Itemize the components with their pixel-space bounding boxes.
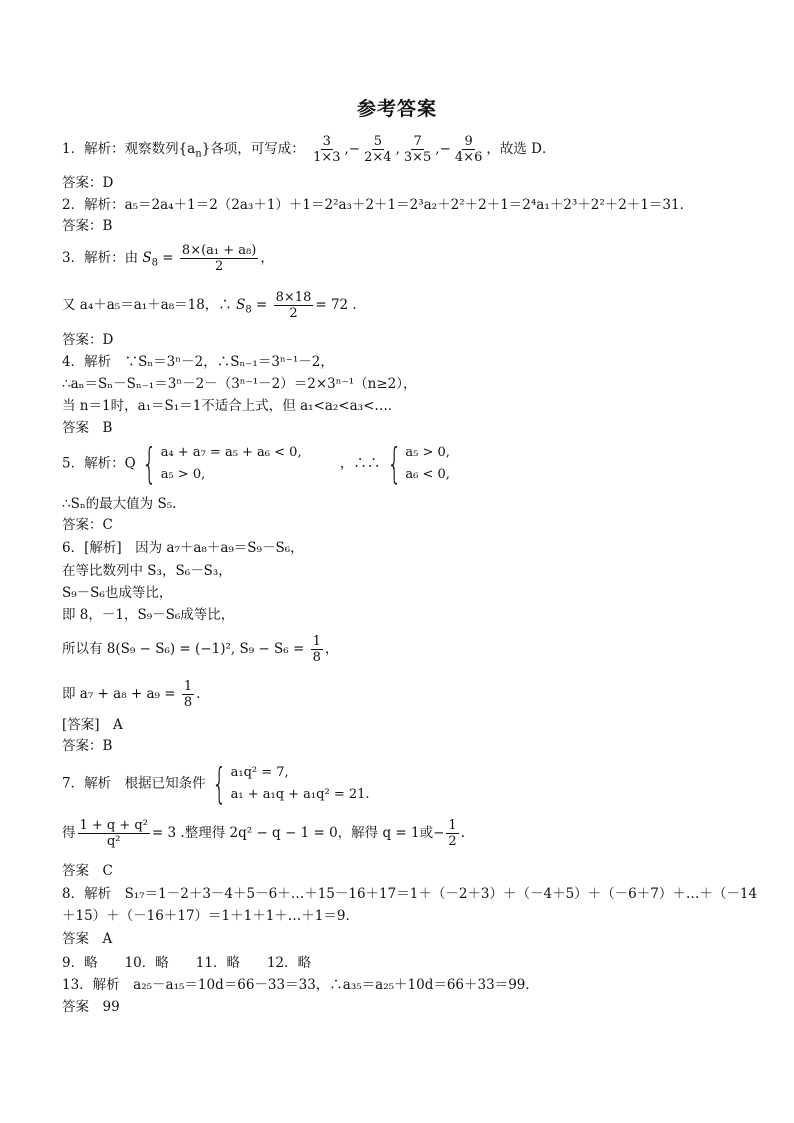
q6-line-3: S₉－S₆也成等比， <box>62 585 173 601</box>
q6f-end: . <box>196 686 201 702</box>
q13-line: 13．解析 a₂₅－a₁₅＝10d＝66－33＝33，∴a₃₅＝a₂₅＋10d＝66＋33＝99． <box>62 977 539 993</box>
q2-line: 2．解析：a₅＝2a₄＋1＝2（2a₃＋1）＋1＝2²a₃＋2＋1＝2³a₂＋2²＋2＋1＝2⁴a₁＋2³＋2²＋2＋1＝31． <box>62 197 694 213</box>
q3b-line: 又 a₄＋a₅＝a₁＋a₈＝18，∴ $S_8$ = $\frac{8\times 18}{2}$ = 72 . <box>62 290 357 321</box>
q6-line-4: 即 8，－1，S₉－S₆成等比， <box>62 607 235 623</box>
page-title: 参考答案 <box>356 98 437 120</box>
left-brace: { <box>211 759 227 808</box>
q5b-line: ∴Sₙ的最大值为 S₅. <box>62 496 177 512</box>
answer-2: 答案：B <box>62 218 113 234</box>
denominator: 2 <box>289 306 298 321</box>
q1-text: 1．解析：观察数列{a <box>62 141 196 157</box>
answer-5: 答案：C <box>62 517 113 533</box>
q3b-lhs: S <box>236 297 246 313</box>
system-row: a₁q² = 7, <box>230 765 289 780</box>
left-brace: { <box>386 439 402 488</box>
q6e-pre: 所以有 8(S₉ − S₆) = (−1)², S₉ − S₆ = <box>62 641 309 657</box>
separator: , <box>395 141 400 157</box>
q6-line-2: 在等比数列中 S₃，S₆－S₃， <box>62 563 232 579</box>
denominator: 2 <box>214 259 224 274</box>
denominator: 8 <box>312 650 321 665</box>
q5-system-2 <box>385 439 450 488</box>
numerator: 9 <box>464 134 473 149</box>
q7-line <box>62 759 370 808</box>
q5-line <box>62 439 450 488</box>
q1-fraction-4 <box>453 134 484 165</box>
denominator: 2 <box>448 834 457 849</box>
numerator: 3 <box>322 134 331 149</box>
system-row: a₅ > 0, <box>405 445 450 460</box>
numerator: 1 <box>312 634 321 649</box>
q5-system-1 <box>140 439 302 488</box>
q1-end: ，故选 D． <box>486 141 556 157</box>
q3b-fraction <box>274 290 314 321</box>
q4-line-3: 当 n＝1时，a₁＝S₁＝1不适合上式，但 a₁<a₂<a₃<…． <box>62 398 402 414</box>
q3b-end: = 72 . <box>315 297 357 313</box>
q6f-fraction <box>182 679 194 710</box>
q1-fraction-2 <box>362 134 393 165</box>
system-rows <box>161 442 302 486</box>
q1-line <box>62 134 555 165</box>
numerator: 1 + q + q² <box>79 818 148 833</box>
numerator: 5 <box>373 134 382 149</box>
numerator: 8×18 <box>275 290 312 305</box>
q3b-lhs-sub: 8 <box>245 304 252 316</box>
q6f-pre: 即 a₇ + a₈ + a₉ = <box>62 686 180 702</box>
q6e-fraction <box>311 634 323 665</box>
answer-13: 答案 99 <box>62 999 120 1015</box>
numerator: 8×(a₁ + a₈) <box>181 243 257 258</box>
q3-line: 3．解析：由 $S_8$ = $\frac{\text{8×(a₁ + a₈)}}{2}$ ， <box>62 243 274 274</box>
denominator: 8 <box>183 695 193 710</box>
q7-system <box>210 759 370 808</box>
q7b-end: . <box>460 825 465 841</box>
denominator: 4×6 <box>454 150 483 165</box>
numerator: 7 <box>413 134 422 149</box>
q9-12-line: 9．略 10．略 11．略 12．略 <box>62 955 312 971</box>
denominator: q² <box>106 834 121 849</box>
system-row: a₆ < 0, <box>405 467 450 482</box>
numerator: 1 <box>448 818 457 833</box>
separator: ,− <box>344 141 361 157</box>
system-rows <box>405 442 450 486</box>
q6-line-5 <box>62 634 338 665</box>
q7b-line <box>62 818 465 849</box>
q1-fraction-3 <box>402 134 433 165</box>
q7b-fraction <box>78 818 150 849</box>
left-brace: { <box>141 439 157 488</box>
system-row: a₄ + a₇ = a₅ + a₆ < 0, <box>160 445 302 460</box>
q6e-end: ， <box>324 641 339 657</box>
q6-line-1: 6．[解析] 因为 a₇＋a₈＋a₉＝S₉－S₆， <box>62 540 304 556</box>
q4-line-2: ∴aₙ＝Sₙ－Sₙ₋₁＝3ⁿ－2－（3ⁿ⁻¹－2）＝2×3ⁿ⁻¹（n≥2）， <box>62 376 417 392</box>
system-rows <box>231 762 370 806</box>
q3-pre: 3．解析：由 <box>62 250 143 266</box>
answer-6b: 答案：B <box>62 738 113 754</box>
answer-1: 答案：D <box>62 175 114 191</box>
q7-pre: 7．解析 根据已知条件 <box>62 775 206 792</box>
system-row: a₁ + a₁q + a₁q² = 21. <box>230 787 370 802</box>
q7b-mid: = 3 .整理得 2q² − q − 1 = 0，解得 q = 1或− <box>151 825 445 841</box>
denominator: 3×5 <box>403 150 432 165</box>
q4-line-1: 4．解析 ∵Sₙ＝3ⁿ－2，∴Sₙ₋₁＝3ⁿ⁻¹－2， <box>62 354 334 370</box>
answer-6a: [答案] A <box>62 717 123 733</box>
q5-mid: ，∴∴ <box>339 455 381 472</box>
q1-mid: }各项，可写成： <box>201 141 305 157</box>
q8-line-1: 8．解析 S₁₇＝1－2＋3－4＋5－6＋…＋15－16＋17＝1＋（－2＋3）＋（－4＋5）＋（－6＋7）＋…＋（－14 <box>62 886 758 902</box>
answer-7: 答案 C <box>62 863 113 879</box>
separator: ,− <box>435 141 451 157</box>
denominator: 1×3 <box>313 150 341 165</box>
numerator: 1 <box>183 679 193 694</box>
q3-lhs: S <box>142 250 152 266</box>
q3-fraction <box>180 243 258 274</box>
system-row: a₅ > 0, <box>160 467 206 482</box>
q1-sub: n <box>195 148 202 160</box>
q1-fraction-1 <box>311 134 342 165</box>
q7b-pre: 得 <box>62 825 76 841</box>
q3b-pre: 又 a₄＋a₅＝a₁＋a₈＝18，∴ <box>62 297 237 313</box>
answer-8: 答案 A <box>62 931 113 947</box>
denominator: 2×4 <box>364 150 392 165</box>
q8-line-2: ＋15）＋（－16＋17）＝1＋1＋1＋…＋1＝9. <box>62 908 350 924</box>
q6-line-6 <box>62 679 200 710</box>
q3-end: ， <box>260 250 274 266</box>
q5-pre: 5．解析：Q <box>62 455 136 472</box>
q7b-fraction-2 <box>446 818 458 849</box>
answer-3: 答案：D <box>62 332 114 348</box>
answer-4: 答案 B <box>62 420 113 436</box>
q3-lhs-sub: 8 <box>151 257 159 269</box>
